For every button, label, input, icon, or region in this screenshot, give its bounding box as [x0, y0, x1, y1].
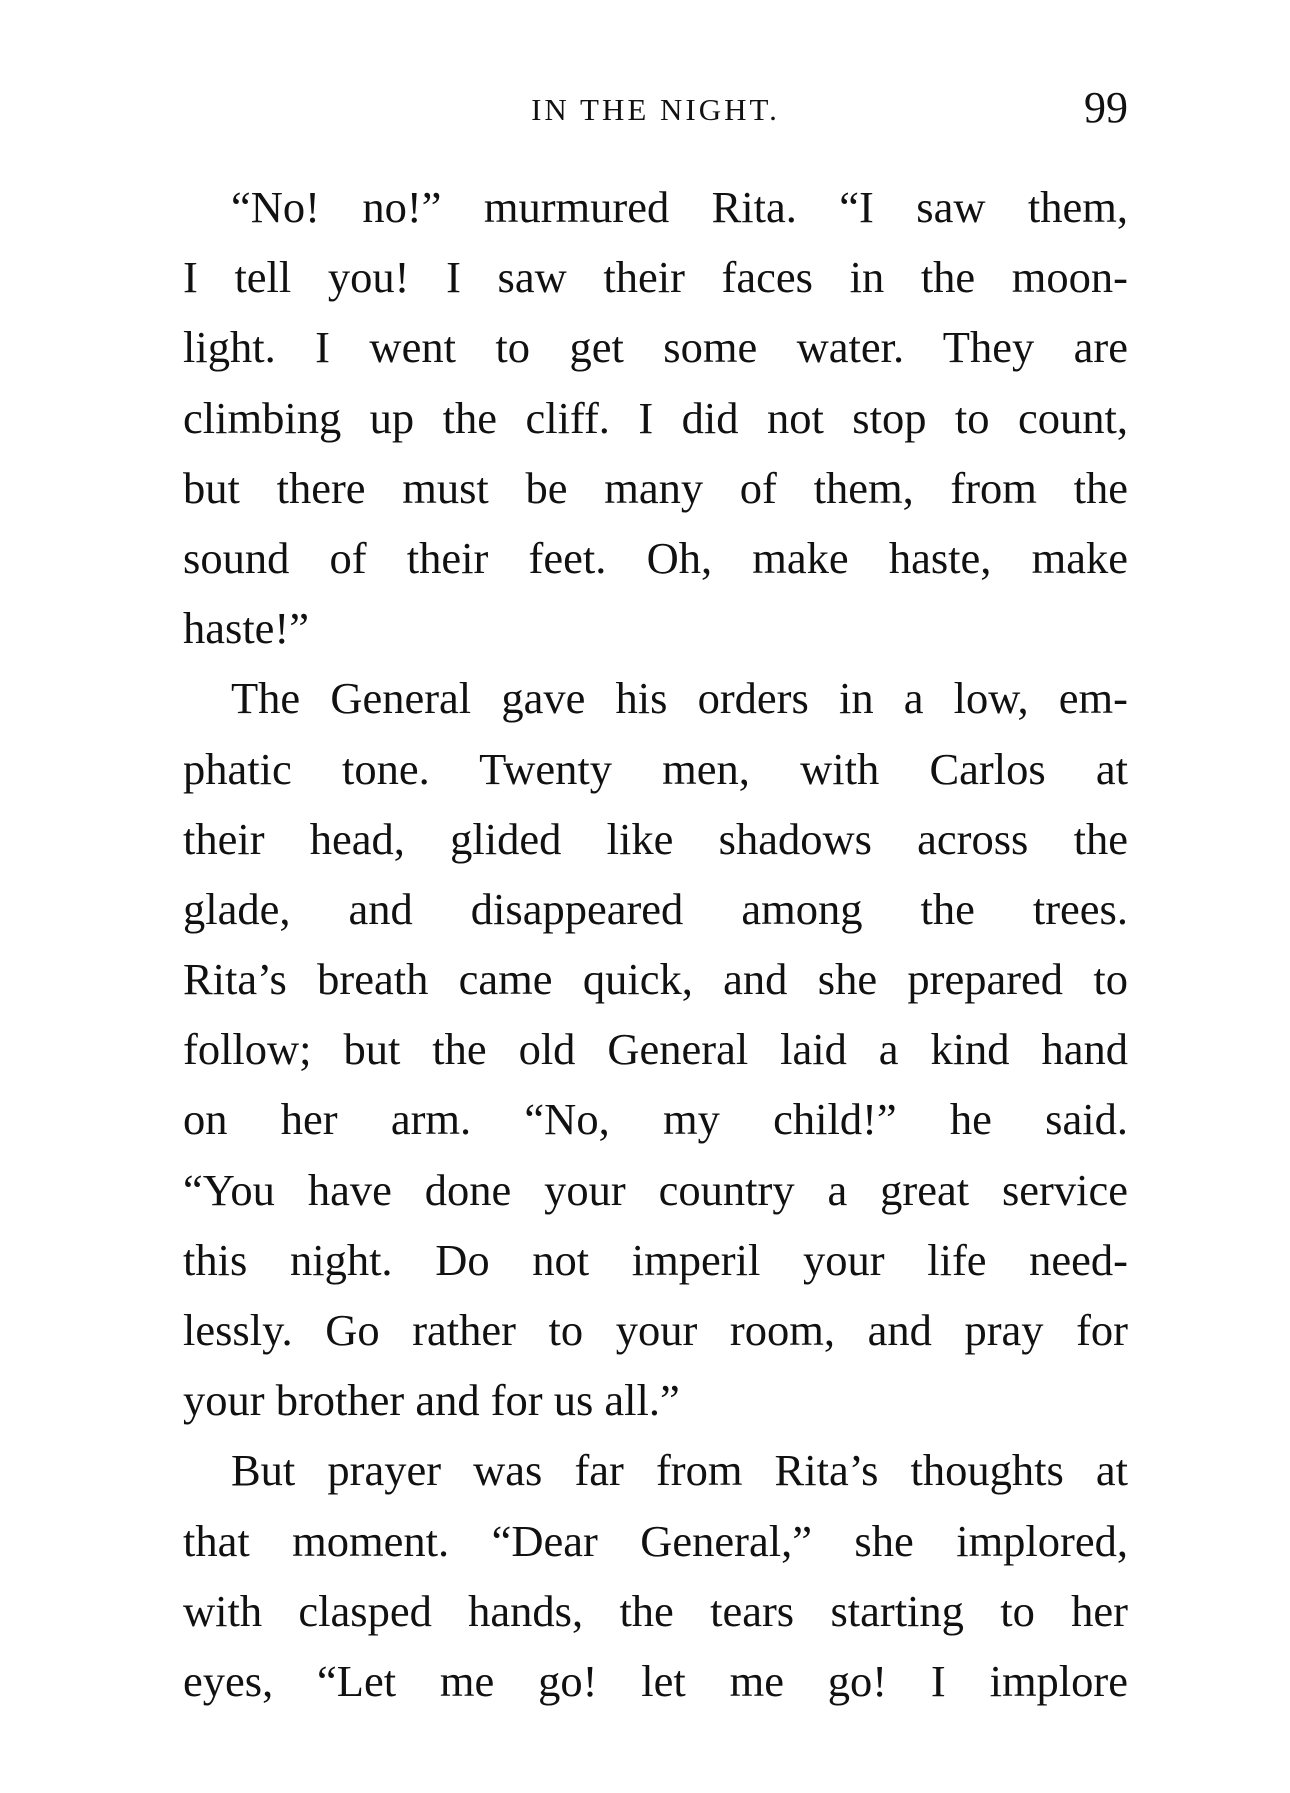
text-line: your brother and for us all.”: [183, 1375, 680, 1426]
page-header: [183, 83, 1128, 136]
text-line: on her arm. “No, my child!” he said.: [183, 1094, 1128, 1145]
text-line: glade, and disappeared among the trees.: [183, 883, 1128, 934]
text-line: But prayer was far from Rita’s thoughts at: [231, 1445, 1128, 1496]
text-line: climbing up the cliff. I did not stop to count,: [183, 392, 1128, 443]
text-line: “You have done your country a great service: [183, 1164, 1128, 1215]
text-line: follow; but the old General laid a kind hand: [183, 1024, 1128, 1075]
text-line: eyes, “Let me go! let me go! I implore: [183, 1655, 1128, 1706]
text-line: with clasped hands, the tears starting to her: [183, 1585, 1128, 1636]
running-head: IN THE NIGHT.: [531, 92, 780, 127]
text-line: lessly. Go rather to your room, and pray for: [183, 1305, 1128, 1355]
text-line: their head, glided like shadows across the: [183, 813, 1128, 864]
text-line: “No! no!” murmured Rita. “I saw them,: [231, 182, 1128, 232]
text-line: I tell you! I saw their faces in the moon-: [183, 252, 1128, 303]
page-body: [183, 172, 1128, 1716]
text-line: phatic tone. Twenty men, with Carlos at: [183, 743, 1128, 794]
text-line: light. I went to get some water. They are: [183, 322, 1128, 373]
text-line: this night. Do not imperil your life need-: [183, 1234, 1128, 1285]
text-line: sound of their feet. Oh, make haste, make: [183, 532, 1128, 583]
text-line: that moment. “Dear General,” she implored,: [183, 1515, 1128, 1566]
page-number: 99: [1084, 83, 1128, 132]
text-line: The General gave his orders in a low, em-: [231, 673, 1128, 724]
text-line: haste!”: [183, 603, 310, 654]
text-line: Rita’s breath came quick, and she prepared to: [183, 954, 1128, 1005]
text-line: but there must be many of them, from the: [183, 462, 1128, 513]
